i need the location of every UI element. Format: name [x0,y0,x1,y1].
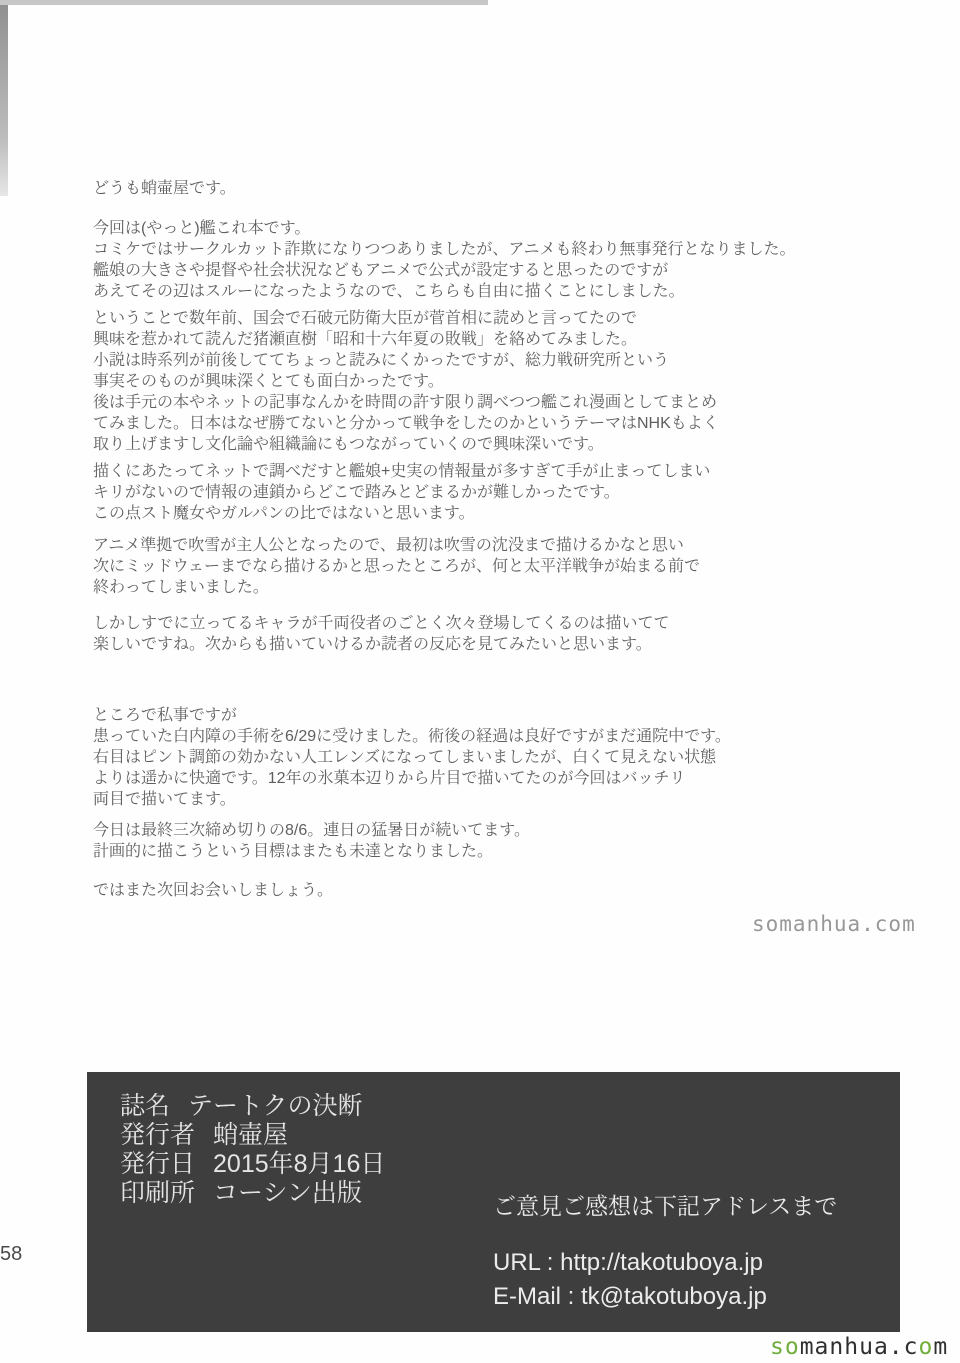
scan-artifact-left-edge [0,0,8,196]
colophon-label: 誌名 [120,1092,171,1120]
text-line: キリがないので情報の連鎖からどこで踏みとどまるかが難しかったです。 [93,484,620,501]
text-line: 小説は時系列が前後しててちょっと読みにくかったですが、総力戦研究所という [93,352,670,369]
watermark-somanhua-mid: somanhua.com [752,912,916,936]
text-line: 終わってしまいました。 [93,579,269,596]
text-line: ということで数年前、国会で石破元防衛大臣が菅首相に読めと言ってたので [93,310,638,327]
afterword-paragraph [93,820,833,862]
text-line: 興味を惹かれて読んだ猪瀬直樹「昭和十六年夏の敗戦」を絡めてみました。 [93,331,638,348]
afterword-paragraph [93,308,833,455]
text-line: 楽しいですね。次からも描いていけるか読者の反応を見てみたいと思います。 [93,636,652,653]
colophon-row [120,1121,385,1150]
afterword-paragraph [93,880,833,901]
colophon-value: 蛸壷屋 [213,1121,289,1149]
text-line: 次にミッドウェーまでなら描けるかと思ったところが、何と太平洋戦争が始まる前で [93,558,701,575]
text-line: 今回は(やっと)艦これ本です。 [93,220,311,237]
text-line: 患っていた白内障の手術を6/29に受けました。術後の経過は良好ですがまだ通院中です。 [93,728,731,745]
text-line: ところで私事ですが [93,707,237,724]
text-line: しかしすでに立ってるキャラが千両役者のごとく次々登場してくるのは描いてて [93,615,670,632]
contact-email: E-Mail : tk@takotuboya.jp [493,1283,767,1310]
afterword-paragraph [93,178,833,199]
colophon-value: 2015年8月16日 [213,1150,386,1178]
colophon-value: コーシン出版 [213,1179,362,1207]
text-line: ではまた次回お会いしましょう。 [93,882,334,899]
text-line: アニメ準拠で吹雪が主人公となったので、最初は吹雪の沈没まで描けるかなと思い [93,537,684,554]
text-line: 事実そのものが興味深くとても面白かったです。 [93,373,444,390]
afterword-text [93,178,833,901]
text-line: どうも蛸壷屋です。 [93,180,236,197]
text-line: コミケではサークルカット詐欺になりつつありましたが、アニメも終わり無事発行となりました。 [93,241,796,258]
text-line: 艦娘の大きさや提督や社会状況などもアニメで公式が設定すると思ったのですが [93,262,669,279]
text-line: 右目はピント調節の効かない人工レンズになってしまいましたが、白くて見えない状態 [93,749,717,766]
scan-artifact-top-edge [0,0,488,5]
colophon-label: 発行日 [120,1150,196,1178]
colophon-label: 発行者 [120,1121,196,1149]
watermark-segment: o [918,1334,934,1360]
colophon-publication-info [120,1092,385,1208]
colophon-value: テートクの決断 [188,1092,363,1120]
contact-heading: ご意見ご感想は下記アドレスまで [493,1193,838,1219]
colophon-box [87,1072,900,1332]
text-line: 両目で描いてます。 [93,791,236,808]
afterword-paragraph [93,218,833,302]
page-number: 58 [0,1243,23,1265]
text-line: 計画的に描こうという目標はまたも未達となりました。 [93,843,494,860]
text-line: あえてその辺はスルーになったようなので、こちらも自由に描くことにしました。 [93,283,685,300]
colophon-label: 印刷所 [120,1179,196,1207]
text-line: 後は手元の本やネットの記事なんかを時間の許す限り調べつつ艦これ漫画としてまとめ [93,394,718,411]
text-line: この点スト魔女やガルパンの比ではないと思います。 [93,505,475,522]
afterword-paragraph [93,705,833,810]
afterword-paragraph [93,535,833,598]
watermark-somanhua-bottom [770,1334,948,1360]
watermark-segment: manhua.c [799,1334,919,1360]
text-line: 描くにあたってネットで調べだすと艦娘+史実の情報量が多すぎて手が止まってしまい [93,463,711,480]
text-line: よりは遥かに快適です。12年の氷菓本辺りから片目で描いてたのが今回はバッチリ [93,770,686,787]
text-line: てみました。日本はなぜ勝てないと分かって戦争をしたのかというテーマはNHKもよく [93,415,719,432]
afterword-paragraph [93,461,833,524]
colophon-row [120,1092,385,1121]
colophon-row [120,1179,385,1208]
afterword-paragraph [93,613,833,655]
watermark-segment: m [933,1334,949,1360]
colophon-row [120,1150,385,1179]
contact-url: URL : http://takotuboya.jp [493,1249,763,1276]
text-line: 取り上げますし文化論や組織論にもつながっていくので興味深いです。 [93,436,604,453]
text-line: 今日は最終三次締め切りの8/6。連日の猛暑日が続いてます。 [93,822,530,839]
watermark-segment: so [770,1334,800,1360]
